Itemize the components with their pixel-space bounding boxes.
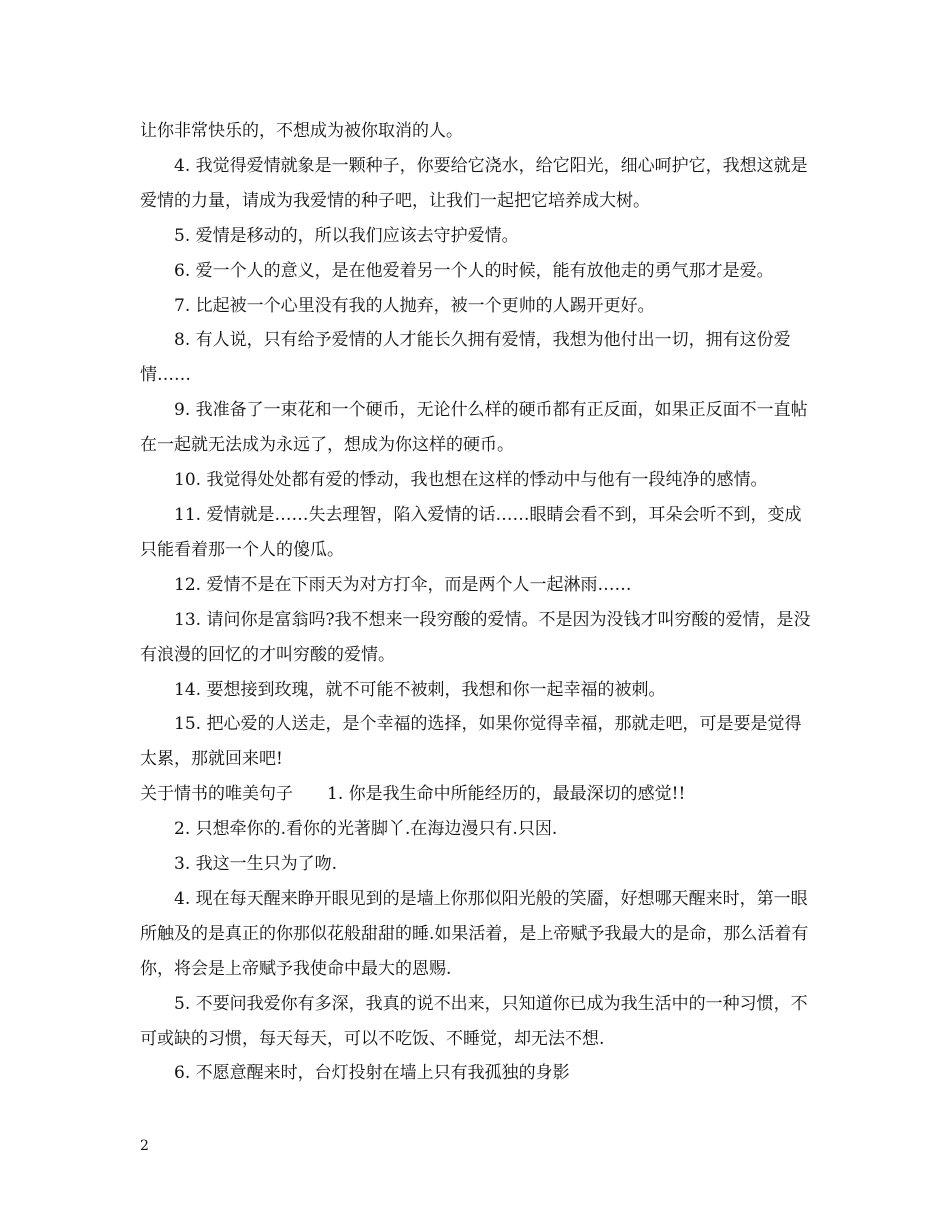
list-item-13: 13. 请问你是富翁吗?我不想来一段穷酸的爱情。不是因为没钱才叫穷酸的爱情，是没有浪漫的回忆的才叫穷酸的爱情。	[140, 609, 811, 665]
section-item-2: 2. 只想牵你的.看你的光著脚丫.在海边漫只有.只因.	[174, 819, 558, 840]
list-item-9: 9. 我准备了一束花和一个硬币，无论什么样的硬币都有正反面，如果正反面不一直帖在一起就无法成为永远了，想成为你这样的硬币。	[140, 400, 808, 456]
section-item-3: 3. 我这一生只为了吻.	[174, 854, 338, 875]
list-item-10: 10. 我觉得处处都有爱的悸动，我也想在这样的悸动中与他有一段纯净的感情。	[174, 470, 768, 491]
body-text	[140, 114, 812, 1091]
list-item-14: 14. 要想接到玫瑰，就不可能不被刺，我想和你一起幸福的被刺。	[174, 679, 666, 700]
list-item-4: 4. 我觉得爱情就象是一颗种子，你要给它浇水，给它阳光，细心呵护它，我想这就是爱情的力量，请成为我爱情的种子吧，让我们一起把它培养成大树。	[140, 155, 808, 211]
section-item-4: 4. 现在每天醒来睁开眼见到的是墙上你那似阳光般的笑靥，好想哪天醒来时，第一眼所触及的是真正的你那似花般甜甜的睡.如果活着，是上帝赋予我最大的是命，那么活着有你，将会是上帝赋予我使命中最大的恩赐.	[140, 888, 809, 979]
list-item-8: 8. 有人说，只有给予爱情的人才能长久拥有爱情，我想为他付出一切，拥有这份爱情……	[140, 330, 791, 386]
section-item-6: 6. 不愿意醒来时，台灯投射在墙上只有我孤独的身影	[174, 1063, 570, 1084]
section-item-1: 1. 你是我生命中所能经历的，最最深切的感觉!!	[327, 784, 686, 805]
list-item-15: 15. 把心爱的人送走，是个幸福的选择，如果你觉得幸福，那就走吧，可是要是觉得太累，那就回来吧!	[140, 714, 802, 770]
section-heading-line	[140, 777, 812, 812]
list-item-6: 6. 爱一个人的意义，是在他爱着另一个人的时候，能有放他走的勇气那才是爱。	[174, 260, 774, 281]
list-item-5: 5. 爱情是移动的，所以我们应该去守护爱情。	[174, 225, 519, 246]
list-item-11: 11. 爱情就是……失去理智，陷入爱情的话……眼睛会看不到，耳朵会听不到，变成只能看着那一个人的傻瓜。	[140, 504, 802, 560]
page-number: 2	[140, 1138, 149, 1154]
section-heading: 关于情书的唯美句子	[140, 784, 293, 805]
list-item-7: 7. 比起被一个心里没有我的人抛弃，被一个更帅的人踢开更好。	[174, 295, 655, 316]
list-item-12: 12. 爱情不是在下雨天为对方打伞，而是两个人一起淋雨……	[174, 574, 632, 595]
paragraph-continuation: 让你非常快乐的，不想成为被你取消的人。	[140, 121, 463, 141]
section-item-5: 5. 不要问我爱你有多深，我真的说不出来，只知道你已成为我生活中的一种习惯，不可或缺的习惯，每天每天，可以不吃饭、不睡觉，却无法不想.	[140, 993, 808, 1049]
